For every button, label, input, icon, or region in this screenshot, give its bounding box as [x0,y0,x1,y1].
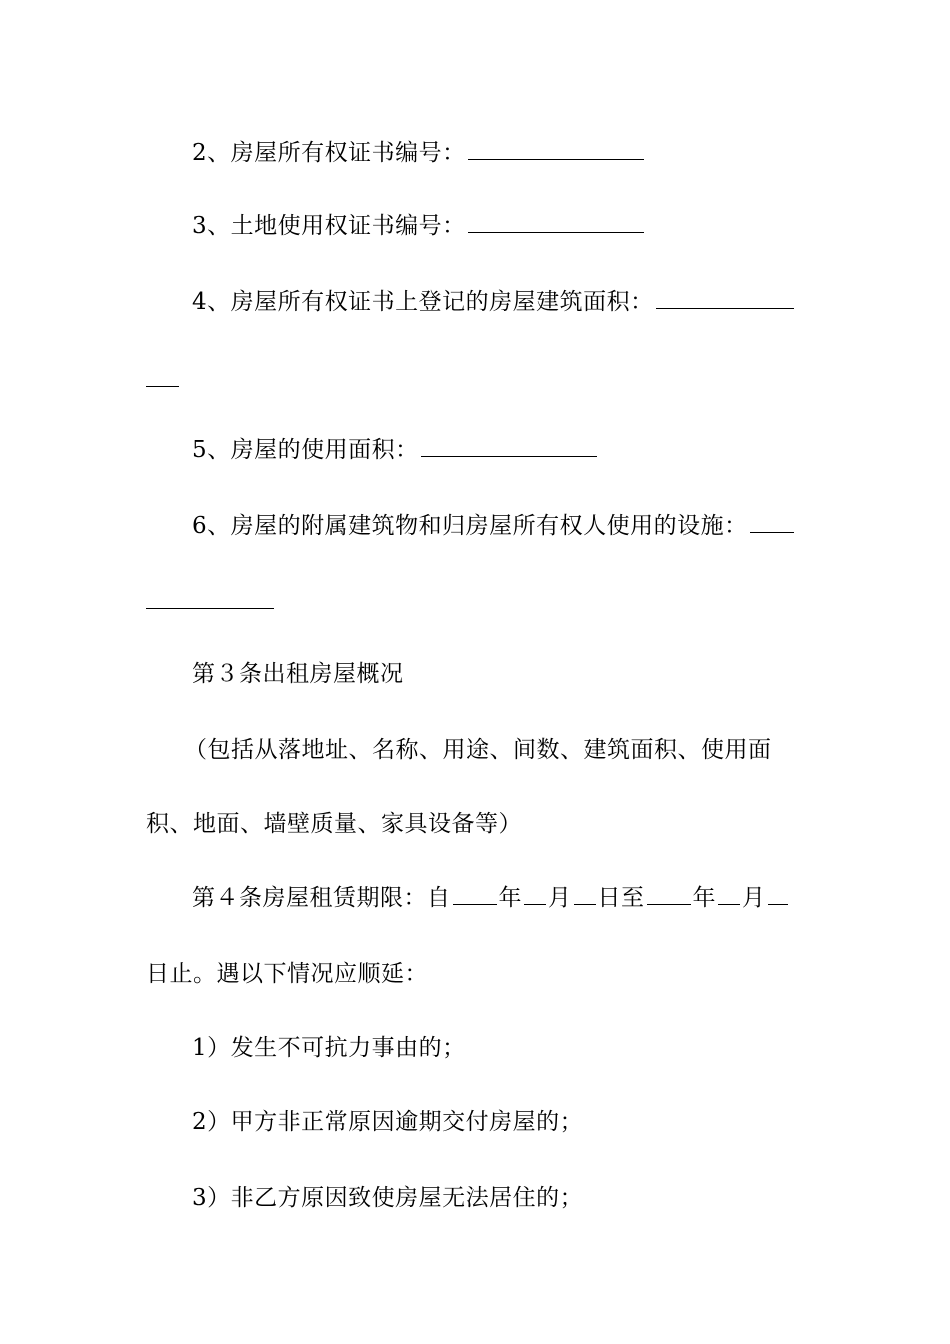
item-3 [192,206,646,246]
item-4-continuation [146,360,181,400]
article-4-year2: 年 [692,885,716,911]
article-4-year1: 年 [498,885,522,911]
item-4-label: 4、房屋所有权证书上登记的房屋建筑面积： [192,289,654,315]
article-3-title [192,654,404,694]
condition-3-text: 3）非乙方原因致使房屋无法居住的； [192,1185,584,1211]
end-day-blank[interactable] [768,878,788,905]
article-4-line1 [192,878,790,918]
article-3-note-text-1: （包括从落地址、名称、用途、间数、建筑面积、使用面 [184,737,772,763]
end-year-blank[interactable] [647,878,691,905]
article-3-title-text: 第３条出租房屋概况 [192,661,404,687]
item-6-continuation [146,582,276,622]
condition-1-text: 1）发生不可抗力事由的； [192,1035,466,1061]
article-4-line2-text: 日止。遇以下情况应顺延： [146,961,428,987]
item-2-label: 2、房屋所有权证书编号： [192,140,466,166]
item-4 [192,282,796,322]
item-6-label: 6、房屋的附属建筑物和归房屋所有权人使用的设施： [192,513,748,539]
article-4-prefix: 第４条房屋租赁期限：自 [192,885,451,911]
item-6 [192,506,796,546]
item-3-blank[interactable] [468,206,644,233]
item-4-blank[interactable] [656,282,794,309]
item-6-blank[interactable] [750,506,794,533]
condition-3 [192,1178,583,1218]
end-month-blank[interactable] [718,878,740,905]
article-4-month2: 月 [742,885,766,911]
item-5 [192,430,599,470]
start-year-blank[interactable] [453,878,497,905]
item-2-blank[interactable] [468,133,644,160]
item-4-blank-cont[interactable] [146,360,179,387]
start-month-blank[interactable] [524,878,546,905]
item-5-label: 5、房屋的使用面积： [192,437,419,463]
article-3-note-text-2: 积、地面、墙壁质量、家具设备等） [146,811,522,837]
condition-1 [192,1028,466,1068]
article-4-month1: 月 [548,885,572,911]
article-4-line2 [146,954,428,994]
condition-2 [192,1102,583,1142]
article-3-note-line1 [184,730,772,770]
start-day-blank[interactable] [574,878,596,905]
item-5-blank[interactable] [421,430,597,457]
condition-2-text: 2）甲方非正常原因逾期交付房屋的； [192,1109,584,1135]
item-2 [192,133,646,173]
article-4-day-to: 日至 [597,885,645,911]
article-3-note-line2 [146,804,522,844]
item-3-label: 3、土地使用权证书编号： [192,213,466,239]
item-6-blank-cont[interactable] [146,582,274,609]
